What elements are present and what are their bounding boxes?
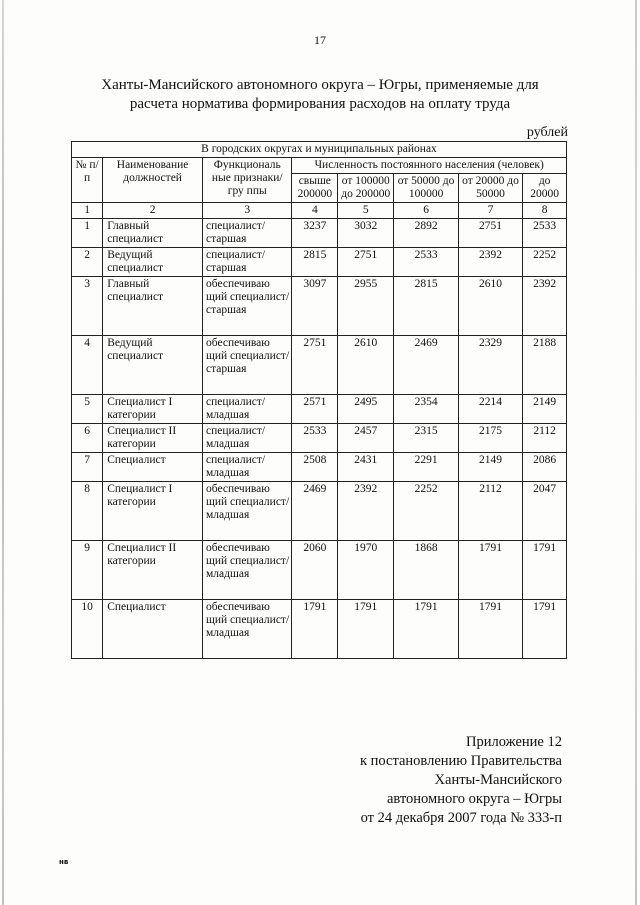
- heading-line-1: Ханты-Мансийского автономного округа – Югры, применяемые для: [101, 77, 539, 93]
- column-number-row: [72, 203, 567, 219]
- salary-value: 2112: [523, 424, 567, 453]
- salary-value: 2252: [394, 482, 458, 541]
- position-name: Главный специалист: [103, 277, 203, 336]
- salary-value: 2060: [292, 541, 338, 600]
- salary-value: 2533: [394, 248, 458, 277]
- salary-value: 1791: [523, 541, 567, 600]
- row-number: 10: [72, 600, 103, 659]
- salary-value: 2086: [523, 453, 567, 482]
- salary-value: 1868: [394, 541, 458, 600]
- header-feature: Функциональ ные признаки/гру ппы: [203, 158, 292, 203]
- functional-feature: специалист/ старшая: [203, 248, 292, 277]
- salary-value: 1791: [458, 600, 522, 659]
- salary-value: 2392: [458, 248, 522, 277]
- salary-value: 2149: [523, 395, 567, 424]
- salary-value: 2533: [292, 424, 338, 453]
- appendix-line-3: Ханты-Мансийского: [434, 772, 562, 788]
- col-number: 5: [338, 203, 394, 219]
- position-name: Главный специалист: [103, 219, 203, 248]
- row-number: 9: [72, 541, 103, 600]
- functional-feature: специалист/ младшая: [203, 395, 292, 424]
- appendix-block: [360, 733, 562, 828]
- table-row: [72, 336, 567, 395]
- row-number: 8: [72, 482, 103, 541]
- currency-unit: рублей: [526, 125, 568, 140]
- salary-value: 2112: [458, 482, 522, 541]
- salary-value: 1791: [338, 600, 394, 659]
- appendix-line-2: к постановлению Правительства: [360, 753, 562, 769]
- row-number: 6: [72, 424, 103, 453]
- position-name: Ведущий специалист: [103, 336, 203, 395]
- table-row: [72, 541, 567, 600]
- salary-value: 2469: [292, 482, 338, 541]
- salary-value: 2533: [523, 219, 567, 248]
- salary-value: 1791: [292, 600, 338, 659]
- salary-value: 3032: [338, 219, 394, 248]
- position-name: Специалист II категории: [103, 541, 203, 600]
- col-number: 8: [523, 203, 567, 219]
- table-row: [72, 395, 567, 424]
- table-row: [72, 277, 567, 336]
- position-name: Специалист: [103, 600, 203, 659]
- functional-feature: специалист/ младшая: [203, 424, 292, 453]
- table-row: [72, 600, 567, 659]
- col-number: 3: [203, 203, 292, 219]
- salary-value: 2291: [394, 453, 458, 482]
- appendix-line-4: автономного округа – Югры: [386, 791, 562, 807]
- position-name: Специалист II категории: [103, 424, 203, 453]
- functional-feature: обеспечиваю щий специалист/ младшая: [203, 541, 292, 600]
- row-number: 1: [72, 219, 103, 248]
- document-heading: [40, 76, 600, 114]
- salary-value: 2571: [292, 395, 338, 424]
- header-name: Наименование должностей: [103, 158, 203, 203]
- salary-value: 3237: [292, 219, 338, 248]
- functional-feature: обеспечиваю щий специалист/ старшая: [203, 336, 292, 395]
- col-number: 1: [72, 203, 103, 219]
- salary-value: 1791: [523, 600, 567, 659]
- salary-value: 2815: [292, 248, 338, 277]
- salary-value: 2047: [523, 482, 567, 541]
- header-pop-1: свыше 200000: [292, 174, 338, 203]
- salary-value: 2610: [458, 277, 522, 336]
- page-number: 17: [314, 33, 326, 47]
- salary-value: 1791: [458, 541, 522, 600]
- salary-value: 2354: [394, 395, 458, 424]
- salary-value: 2495: [338, 395, 394, 424]
- col-number: 2: [103, 203, 203, 219]
- salary-value: 3097: [292, 277, 338, 336]
- position-name: Специалист I категории: [103, 482, 203, 541]
- functional-feature: обеспечиваю щий специалист/ младшая: [203, 482, 292, 541]
- header-pop-3: от 50000 до 100000: [394, 174, 458, 203]
- col-number: 4: [292, 203, 338, 219]
- functional-feature: специалист/ младшая: [203, 453, 292, 482]
- appendix-line-1: Приложение 12: [466, 734, 562, 750]
- salary-value: 2392: [338, 482, 394, 541]
- table-row: [72, 424, 567, 453]
- scan-edge-left: [2, 0, 4, 905]
- salary-value: 2431: [338, 453, 394, 482]
- salary-value: 2955: [338, 277, 394, 336]
- salary-value: 2329: [458, 336, 522, 395]
- header-pop-4: от 20000 до 50000: [458, 174, 522, 203]
- row-number: 4: [72, 336, 103, 395]
- salary-value: 2149: [458, 453, 522, 482]
- salary-value: 2508: [292, 453, 338, 482]
- salary-value: 2175: [458, 424, 522, 453]
- salary-table: [71, 141, 567, 659]
- region-header: В городских округах и муниципальных районах: [72, 142, 567, 158]
- header-pop-2: от 100000 до 200000: [338, 174, 394, 203]
- salary-value: 2751: [338, 248, 394, 277]
- appendix-line-5: от 24 декабря 2007 года № 333-п: [360, 810, 562, 826]
- footer-mark: нв: [59, 858, 69, 866]
- header-row-1: [72, 158, 567, 174]
- table-row: [72, 248, 567, 277]
- position-name: Ведущий специалист: [103, 248, 203, 277]
- salary-value: 2188: [523, 336, 567, 395]
- salary-value: 2751: [292, 336, 338, 395]
- header-population: Численность постоянного населения (человек): [292, 158, 567, 174]
- header-no: № п/п: [72, 158, 103, 203]
- salary-value: 2315: [394, 424, 458, 453]
- functional-feature: специалист/ старшая: [203, 219, 292, 248]
- salary-value: 2214: [458, 395, 522, 424]
- col-number: 6: [394, 203, 458, 219]
- salary-value: 2815: [394, 277, 458, 336]
- col-number: 7: [458, 203, 522, 219]
- row-number: 5: [72, 395, 103, 424]
- salary-value: 2392: [523, 277, 567, 336]
- scan-edge-right: [635, 0, 637, 905]
- position-name: Специалист: [103, 453, 203, 482]
- salary-value: 2610: [338, 336, 394, 395]
- salary-value: 2892: [394, 219, 458, 248]
- table-row: [72, 453, 567, 482]
- functional-feature: обеспечиваю щий специалист/ старшая: [203, 277, 292, 336]
- salary-value: 1791: [394, 600, 458, 659]
- position-name: Специалист I категории: [103, 395, 203, 424]
- salary-value: 1970: [338, 541, 394, 600]
- row-number: 7: [72, 453, 103, 482]
- salary-value: 2751: [458, 219, 522, 248]
- table-row: [72, 482, 567, 541]
- region-header-row: [72, 142, 567, 158]
- table-row: [72, 219, 567, 248]
- row-number: 3: [72, 277, 103, 336]
- header-pop-5: до 20000: [523, 174, 567, 203]
- salary-value: 2457: [338, 424, 394, 453]
- salary-value: 2469: [394, 336, 458, 395]
- heading-line-2: расчета норматива формирования расходов на оплату труда: [129, 96, 511, 112]
- row-number: 2: [72, 248, 103, 277]
- functional-feature: обеспечиваю щий специалист/ младшая: [203, 600, 292, 659]
- table-body: [72, 142, 567, 659]
- salary-value: 2252: [523, 248, 567, 277]
